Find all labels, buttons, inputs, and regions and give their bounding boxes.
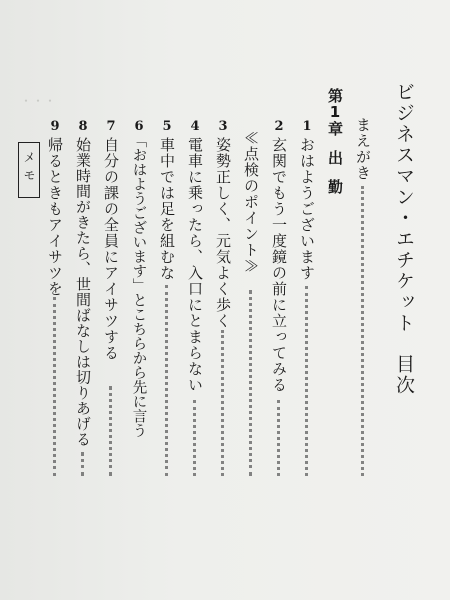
memo-label: メモ [22, 151, 36, 187]
leader-dots [221, 330, 227, 476]
chapter-number: 1 [326, 103, 344, 121]
leader-dots [361, 186, 367, 476]
leader-dots [249, 290, 255, 476]
book-title: ビジネスマン・エチケット [393, 82, 415, 334]
chapter-heading [327, 88, 342, 194]
entry-number: 4 [190, 119, 200, 134]
leader-dots [193, 400, 199, 476]
entry-title: 姿勢正しく、元気よく歩く [214, 137, 232, 329]
toc-preface [355, 117, 370, 181]
entry-number: 5 [162, 119, 172, 134]
leader-dots [277, 400, 283, 476]
entry-title: 「おはようございます」とこちらから先に言う [130, 133, 147, 438]
chapter-name-2: 勤 [326, 179, 344, 194]
toc-title [394, 82, 413, 396]
bleed-through-text: ・・・ [20, 94, 57, 108]
entry-number: 9 [50, 119, 60, 134]
entry-title: おはようございます [298, 137, 316, 281]
chapter-label: 章 [326, 121, 344, 136]
leader-dots [305, 286, 311, 476]
leader-dots [165, 285, 171, 476]
leader-dots [109, 386, 115, 476]
entry-title: 玄関でもう一度鏡の前に立ってみる [270, 137, 288, 393]
entry-number: 1 [302, 119, 312, 134]
entry-number: 7 [106, 119, 116, 134]
leader-dots [81, 452, 87, 476]
entry-title: 自分の課の全員にアイサツする [102, 137, 120, 361]
chapter-prefix: 第 [326, 88, 344, 103]
preface-label: まえがき [354, 117, 372, 181]
entry-number: 6 [134, 119, 144, 134]
entry-title: 始業時間がきたら、世間ばなしは切りあげる [74, 137, 92, 447]
toc-label: 目次 [393, 354, 415, 396]
leader-dots [53, 297, 59, 476]
chapter-name-1: 出 [326, 150, 344, 165]
entry-number: 8 [78, 119, 88, 134]
entry-number: 2 [274, 119, 284, 134]
entry-title: 帰るときもアイサツを [46, 137, 64, 297]
memo-box [18, 142, 40, 198]
entry-subtitle: ≪点検のポイント≫ [242, 130, 260, 274]
entry-number: 3 [218, 119, 228, 134]
entry-title: 電車に乗ったら、入口にとまらない [186, 137, 204, 393]
entry-title: 車中では足を組むな [158, 137, 176, 281]
